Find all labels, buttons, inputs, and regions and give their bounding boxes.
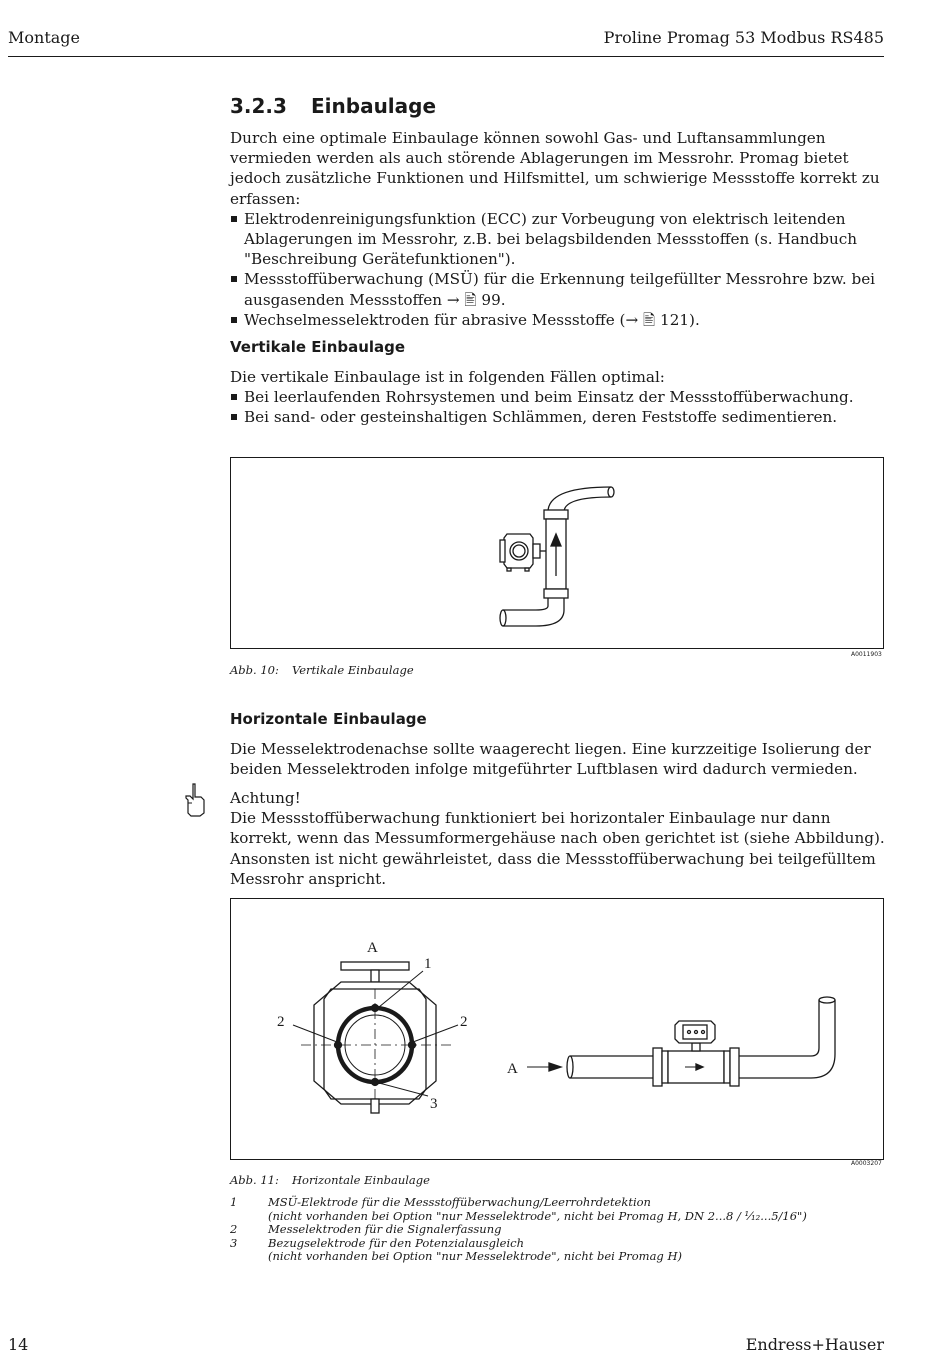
horizontal-caption-text: Horizontale Einbaulage [292,1173,430,1187]
legend-item [230,1223,880,1237]
caution-block [230,788,890,889]
caution-title: Achtung! [230,789,301,807]
legend-number: 2 [230,1222,238,1237]
footer-brand: Endress+Hauser [745,1335,884,1354]
horizontal-figure [230,898,884,1160]
horizontal-heading: Horizontale Einbaulage [230,710,427,728]
header-product: Proline Promag 53 Modbus RS485 [603,28,884,47]
legend-number: 3 [230,1235,238,1250]
vertical-caption-text: Vertikale Einbaulage [292,663,414,677]
label-3: 3 [430,1096,438,1112]
section-heading [230,94,436,118]
section-bullet: Elektrodenreinigungsfunktion (ECC) zur Vorbeugung von elektrisch leitenden Ablagerungen im Messrohr, z.B. bei belagsbildenden Messstoffen (s. Handbuch "Beschreibung Gerätefunktionen"). [230,209,890,270]
vertical-body [230,367,890,428]
vertical-bullet: Bei leerlaufenden Rohrsystemen und beim Einsatz der Messstoffüberwachung. [230,387,890,407]
horizontal-caption [230,1173,430,1187]
legend-number: 1 [230,1195,238,1209]
legend-item [230,1196,880,1223]
vertical-figure [230,457,884,649]
caution-hand-icon [185,783,207,821]
section-body [230,128,890,330]
legend-line: Messelektroden für die Signalerfassung [268,1222,502,1237]
horizontal-installation-diagram [231,899,883,1159]
header-rule [8,56,884,57]
label-a-side: A [507,1061,518,1077]
label-2-right: 2 [460,1014,468,1030]
legend-line: (nicht vorhanden bei Option "nur Messelektrode", nicht bei Promag H, DN 2...8 / ¹⁄₁₂...5/16") [268,1208,807,1223]
vertical-installation-diagram [231,458,883,648]
figure-legend [230,1196,880,1264]
horizontal-figure-id: A0003207 [851,1160,882,1167]
section-bullet: Wechselmesselektroden für abrasive Messstoffe (→ 🖹 121). [230,310,890,330]
vertical-bullet-list [230,387,890,427]
header-section: Montage [8,28,80,47]
label-a-top: A [367,940,378,956]
legend-item [230,1237,880,1264]
vertical-caption-label: Abb. 10: [230,663,279,677]
horizontal-caption-label: Abb. 11: [230,1173,279,1187]
page-number: 14 [8,1335,29,1354]
vertical-intro: Die vertikale Einbaulage ist in folgenden Fällen optimal: [230,368,665,386]
caution-text: Die Messstoffüberwachung funktioniert bei horizontaler Einbaulage nur dann korrekt, wenn das Messumformergehäuse nach oben gerichtet ist (siehe Abbildung). Ansonsten ist nicht gewährleistet, dass die Messstoffüberwachung bei teilgefülltem Messrohr anspricht. [230,809,885,888]
legend-line: MSÜ-Elektrode für die Messstoffüberwachung/Leerrohrdetektion [268,1195,651,1209]
vertical-heading: Vertikale Einbaulage [230,338,406,356]
label-1: 1 [424,956,432,972]
label-2-left: 2 [277,1014,285,1030]
legend-line: (nicht vorhanden bei Option "nur Messelektrode", nicht bei Promag H) [268,1249,682,1264]
section-number: 3.2.3 [230,94,287,118]
section-intro: Durch eine optimale Einbaulage können sowohl Gas- und Luftansammlungen vermieden werden als auch störende Ablagerungen im Messrohr. Promag bietet jedoch zusätzliche Funktionen und Hilfsmittel, um schwierige Messstoffe korrekt zu erfassen: [230,129,880,208]
vertical-figure-id: A0011903 [851,651,882,658]
horizontal-text: Die Messelektrodenachse sollte waagerecht liegen. Eine kurzzeitige Isolierung der beiden Messelektroden infolge mitgeführter Luftblasen wird dadurch vermieden. [230,740,871,779]
vertical-caption [230,663,414,677]
section-bullet-list [230,209,890,330]
section-title: Einbaulage [311,94,437,118]
section-bullet: Messstoffüberwachung (MSÜ) für die Erkennung teilgefüllter Messrohre bzw. bei ausgasenden Messstoffen → 🖹 99. [230,269,890,309]
horizontal-body [230,739,890,779]
vertical-bullet: Bei sand- oder gesteinshaltigen Schlämmen, deren Feststoffe sedimentieren. [230,407,890,427]
legend-line: Bezugselektrode für den Potenzialausgleich [268,1235,524,1250]
